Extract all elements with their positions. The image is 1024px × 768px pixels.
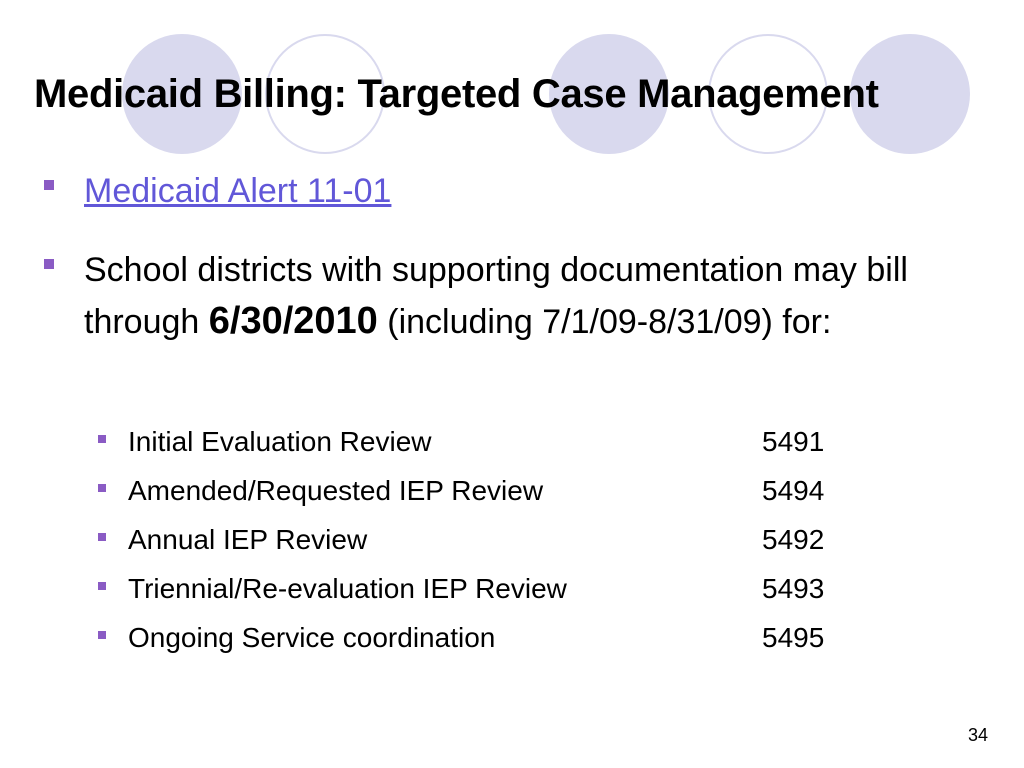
page-number: 34 bbox=[968, 725, 989, 745]
service-label: Amended/Requested IEP Review bbox=[128, 475, 544, 506]
service-code: 5495 bbox=[762, 622, 825, 653]
service-label: Ongoing Service coordination bbox=[128, 622, 496, 653]
medicaid-alert-link[interactable]: Medicaid Alert 11-01 bbox=[84, 172, 392, 210]
square-bullet-icon bbox=[98, 582, 106, 590]
bullet-text-lead: School districts with supporting documentation may bill through bbox=[84, 251, 908, 341]
square-bullet-icon bbox=[44, 259, 54, 269]
service-code: 5491 bbox=[762, 426, 825, 457]
square-bullet-icon bbox=[98, 533, 106, 541]
square-bullet-icon bbox=[98, 484, 106, 492]
list-item bbox=[98, 618, 858, 667]
service-code: 5494 bbox=[762, 475, 825, 506]
service-code: 5492 bbox=[762, 524, 825, 555]
list-item bbox=[98, 422, 858, 471]
list-item bbox=[98, 471, 858, 520]
billing-deadline-date: 6/30/2010 bbox=[208, 300, 378, 342]
bullet-text bbox=[84, 245, 924, 348]
service-list bbox=[98, 422, 858, 667]
list-item bbox=[98, 569, 858, 618]
service-code: 5493 bbox=[762, 573, 825, 604]
service-label: Triennial/Re-evaluation IEP Review bbox=[128, 573, 567, 604]
square-bullet-icon bbox=[44, 180, 54, 190]
square-bullet-icon bbox=[98, 631, 106, 639]
square-bullet-icon bbox=[98, 435, 106, 443]
bullet-text-tail: (including 7/1/09-8/31/09) for: bbox=[377, 303, 832, 341]
bullet-item bbox=[44, 245, 924, 348]
service-label: Initial Evaluation Review bbox=[128, 426, 432, 457]
bullet-item bbox=[44, 166, 924, 217]
service-label: Annual IEP Review bbox=[128, 524, 368, 555]
list-item bbox=[98, 520, 858, 569]
slide-title: Medicaid Billing: Targeted Case Management bbox=[34, 72, 879, 116]
